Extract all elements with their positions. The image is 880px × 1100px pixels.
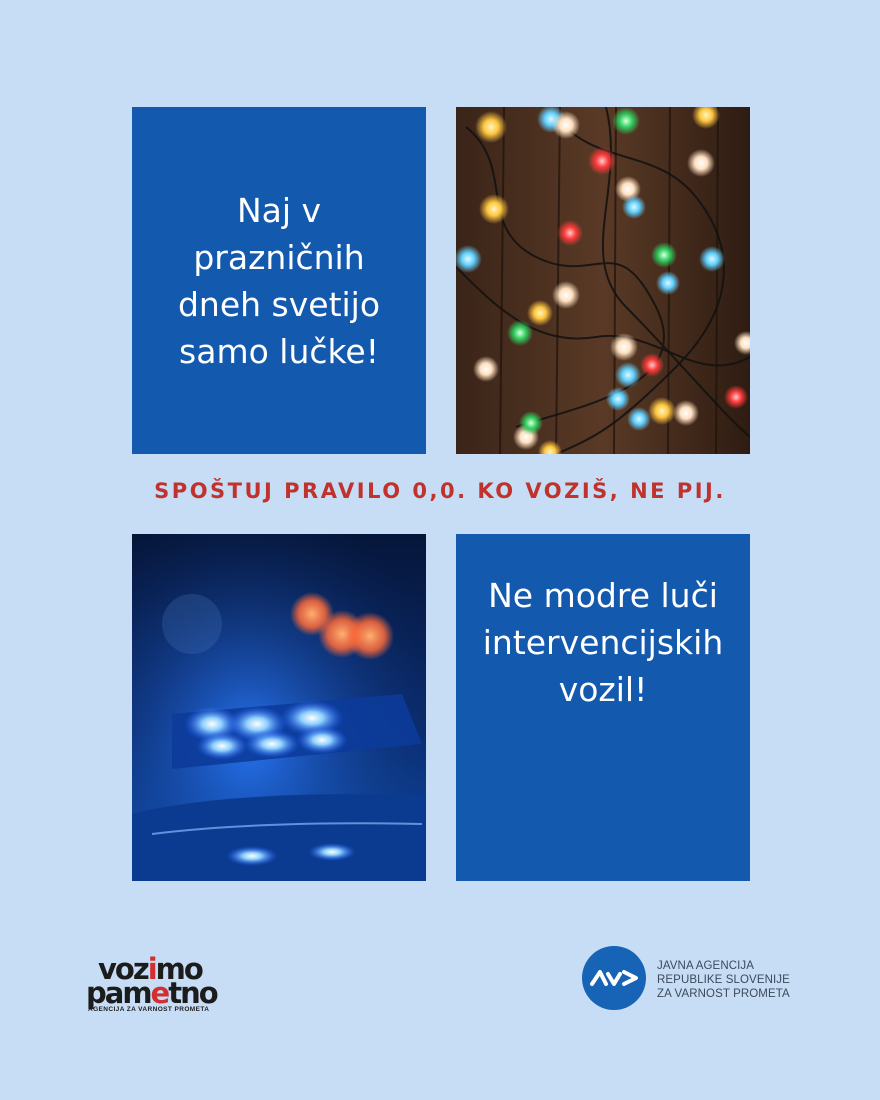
vozimo-pametno-logo <box>86 952 246 1019</box>
holiday-lights-message: Naj v prazničnih dneh svetijo samo lučke! <box>177 190 381 371</box>
avp-logo-text <box>657 959 790 1001</box>
logo-subtitle: AGENCIJA ZA VARNOST PROMETA <box>88 1006 210 1013</box>
avp-line-3: ZA VARNOST PROMETA <box>657 988 790 1000</box>
christmas-lights-image <box>456 107 750 454</box>
avp-logo-icon <box>582 946 646 1010</box>
tagline: SPOŠTUJ PRAVILO 0,0. KO VOZIŠ, NE PIJ. <box>154 479 726 503</box>
avp-logo <box>582 946 812 1012</box>
police-lights-image <box>132 534 426 881</box>
emergency-lights-message: Ne modre luči intervencijskih vozil! <box>482 576 724 709</box>
logo-line-1: vozimo <box>98 952 202 986</box>
logo-line-2: pametno <box>86 976 217 1010</box>
message-tile-emergency-lights <box>456 534 750 881</box>
avp-line-1: JAVNA AGENCIJA <box>657 960 755 972</box>
avp-line-2: REPUBLIKE SLOVENIJE <box>657 974 790 986</box>
message-tile-holiday-lights <box>132 107 426 454</box>
